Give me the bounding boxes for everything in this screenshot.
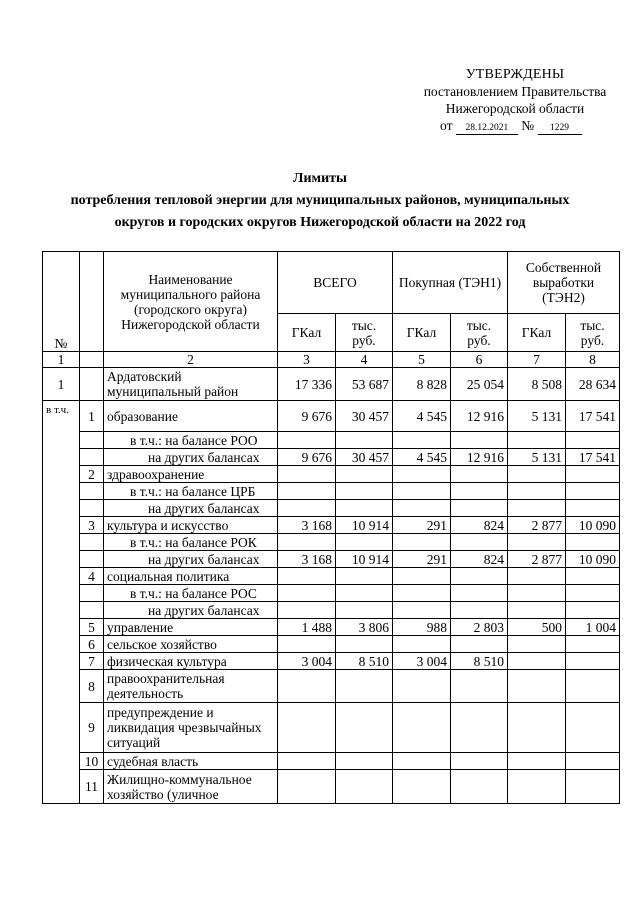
sector-value [508, 585, 566, 602]
sector-value: 17 541 [566, 449, 620, 466]
date-prefix: от [440, 118, 453, 133]
sector-value [278, 602, 336, 619]
sector-value [566, 636, 620, 653]
table-row [43, 703, 620, 753]
sector-value [278, 670, 336, 703]
table-row [43, 568, 620, 585]
head-empty [80, 252, 104, 352]
sector-value: 4 545 [393, 401, 451, 432]
sector-value [508, 534, 566, 551]
sector-name: Жилищно-коммунальное хозяйство (уличное [104, 770, 278, 804]
sector-value [508, 653, 566, 670]
sector-value [451, 534, 508, 551]
sector-value: 3 004 [393, 653, 451, 670]
unit-gcal-bought: ГКал [393, 314, 451, 352]
district-value: 28 634 [566, 368, 620, 401]
district-name: Ардатовский муниципальный район [104, 368, 278, 401]
colnum-7: 7 [508, 352, 566, 368]
sector-name: в т.ч.: на балансе РОС [104, 585, 278, 602]
sector-value [508, 636, 566, 653]
head-own: Собственной выработки (ТЭН2) [508, 252, 620, 314]
title-line-3: округов и городских округов Нижегородской области на 2022 год [114, 215, 526, 230]
sector-value: 12 916 [451, 401, 508, 432]
sector-value [278, 703, 336, 753]
sector-value [508, 500, 566, 517]
sector-value [508, 466, 566, 483]
sector-value: 988 [393, 619, 451, 636]
sector-value: 2 803 [451, 619, 508, 636]
sector-value: 3 806 [336, 619, 393, 636]
sector-value: 8 510 [336, 653, 393, 670]
approval-date-line [400, 117, 630, 135]
sector-value [393, 703, 451, 753]
sector-number: 3 [80, 517, 104, 534]
sector-value [393, 534, 451, 551]
sector-value [393, 483, 451, 500]
colnum-5: 5 [393, 352, 451, 368]
table-row [43, 483, 620, 500]
table-row [43, 670, 620, 703]
district-value: 8 508 [508, 368, 566, 401]
approval-heading: УТВЕРЖДЕНЫ [465, 67, 565, 82]
header-row-1 [43, 252, 620, 314]
colnum-2: 2 [104, 352, 278, 368]
approval-number: 1229 [538, 123, 582, 135]
sector-value: 12 916 [451, 449, 508, 466]
sector-value [393, 670, 451, 703]
sector-value [278, 770, 336, 804]
sector-value: 5 131 [508, 449, 566, 466]
sector-value [451, 703, 508, 753]
sector-value [451, 432, 508, 449]
sector-name: на других балансах [104, 449, 278, 466]
limits-table [42, 251, 620, 804]
document-title [0, 168, 640, 234]
sector-value: 824 [451, 551, 508, 568]
sector-name: предупреждение и ликвидация чрезвычайных ситуаций [104, 703, 278, 753]
sector-value [336, 568, 393, 585]
district-value: 8 828 [393, 368, 451, 401]
unit-rub-total: тыс. руб. [336, 314, 393, 352]
sector-number [80, 551, 104, 568]
sector-value [566, 753, 620, 770]
colnum-empty [80, 352, 104, 368]
sector-value: 3 168 [278, 551, 336, 568]
sector-number: 4 [80, 568, 104, 585]
sector-value [278, 534, 336, 551]
sector-value [451, 500, 508, 517]
sector-value [451, 753, 508, 770]
sector-value [566, 585, 620, 602]
sector-number [80, 534, 104, 551]
sector-value [393, 466, 451, 483]
table-row [43, 585, 620, 602]
sector-number [80, 500, 104, 517]
head-bought: Покупная (ТЭН1) [393, 252, 508, 314]
sector-value: 10 090 [566, 551, 620, 568]
sector-value [278, 636, 336, 653]
sector-value [393, 432, 451, 449]
column-number-row [43, 352, 620, 368]
sector-value [278, 753, 336, 770]
table-row [43, 653, 620, 670]
sector-value: 1 004 [566, 619, 620, 636]
colnum-6: 6 [451, 352, 508, 368]
sector-name: управление [104, 619, 278, 636]
approval-line-2: Нижегородской области [445, 101, 585, 116]
sector-number [80, 449, 104, 466]
sector-value [278, 500, 336, 517]
approval-line-1: постановлением Правительства [423, 84, 607, 99]
sector-number: 9 [80, 703, 104, 753]
sector-value: 3 168 [278, 517, 336, 534]
sector-number: 6 [80, 636, 104, 653]
district-number: 1 [43, 368, 80, 401]
sector-value [393, 585, 451, 602]
sector-value [336, 602, 393, 619]
district-value: 53 687 [336, 368, 393, 401]
sector-value [566, 670, 620, 703]
approval-date: 28.12.2021 [456, 123, 518, 135]
sector-name: на других балансах [104, 500, 278, 517]
sector-value [278, 568, 336, 585]
sector-value [451, 568, 508, 585]
sector-value: 1 488 [278, 619, 336, 636]
sector-value [451, 770, 508, 804]
sector-name: на других балансах [104, 602, 278, 619]
table-row [43, 551, 620, 568]
sector-name: образование [104, 401, 278, 432]
colnum-3: 3 [278, 352, 336, 368]
sector-name: в т.ч.: на балансе РОК [104, 534, 278, 551]
sector-value [508, 483, 566, 500]
sector-value [566, 534, 620, 551]
sector-value [451, 670, 508, 703]
sector-name: культура и искусство [104, 517, 278, 534]
sector-value [278, 466, 336, 483]
sector-value: 2 877 [508, 551, 566, 568]
unit-gcal-total: ГКал [278, 314, 336, 352]
title-line-2: потребления тепловой энергии для муниципальных районов, муниципальных [70, 193, 570, 208]
sector-value [393, 636, 451, 653]
sector-value: 10 914 [336, 551, 393, 568]
sector-value [393, 568, 451, 585]
sector-number [80, 432, 104, 449]
sector-value: 824 [451, 517, 508, 534]
head-num: № [43, 252, 80, 352]
sector-value [566, 770, 620, 804]
sector-value: 8 510 [451, 653, 508, 670]
sector-value: 30 457 [336, 449, 393, 466]
sector-value: 17 541 [566, 401, 620, 432]
district-row-ardatov [43, 368, 620, 401]
district-value: 25 054 [451, 368, 508, 401]
sector-value [566, 703, 620, 753]
colnum-1: 1 [43, 352, 80, 368]
sector-value [508, 670, 566, 703]
sector-value: 500 [508, 619, 566, 636]
sector-value [336, 534, 393, 551]
sector-value [508, 602, 566, 619]
sector-number: 2 [80, 466, 104, 483]
sector-name: на других балансах [104, 551, 278, 568]
sector-value [336, 466, 393, 483]
sector-name: в т.ч.: на балансе РОО [104, 432, 278, 449]
table-row [43, 466, 620, 483]
sector-value: 4 545 [393, 449, 451, 466]
sector-number: 7 [80, 653, 104, 670]
sector-name: сельское хозяйство [104, 636, 278, 653]
sector-value: 3 004 [278, 653, 336, 670]
sector-number [80, 602, 104, 619]
sector-value: 10 090 [566, 517, 620, 534]
sector-number [80, 483, 104, 500]
sector-value: 10 914 [336, 517, 393, 534]
colnum-8: 8 [566, 352, 620, 368]
sector-name: здравоохранение [104, 466, 278, 483]
sector-value: 291 [393, 517, 451, 534]
table-row [43, 401, 620, 432]
sector-value [336, 703, 393, 753]
sector-value [451, 585, 508, 602]
unit-rub-own: тыс. руб. [566, 314, 620, 352]
sector-name: судебная власть [104, 753, 278, 770]
sector-value: 2 877 [508, 517, 566, 534]
sector-value: 5 131 [508, 401, 566, 432]
sector-value [508, 770, 566, 804]
sector-value [336, 432, 393, 449]
table-row [43, 770, 620, 804]
head-total: ВСЕГО [278, 252, 393, 314]
table-row [43, 602, 620, 619]
table-row [43, 534, 620, 551]
district-empty [80, 368, 104, 401]
sector-value [566, 653, 620, 670]
sector-value [336, 770, 393, 804]
table-row [43, 753, 620, 770]
sector-value: 30 457 [336, 401, 393, 432]
approval-block [400, 66, 630, 135]
district-value: 17 336 [278, 368, 336, 401]
sector-name: в т.ч.: на балансе ЦРБ [104, 483, 278, 500]
sector-value [451, 466, 508, 483]
unit-gcal-own: ГКал [508, 314, 566, 352]
sector-name: правоохранительная деятельность [104, 670, 278, 703]
sector-value [451, 602, 508, 619]
sector-number: 10 [80, 753, 104, 770]
table-row [43, 432, 620, 449]
sector-value [393, 602, 451, 619]
sector-number: 5 [80, 619, 104, 636]
sector-value [336, 483, 393, 500]
sector-value [566, 602, 620, 619]
sector-name: социальная политика [104, 568, 278, 585]
sector-value [566, 568, 620, 585]
sector-value: 9 676 [278, 449, 336, 466]
sector-value: 291 [393, 551, 451, 568]
sector-value [278, 483, 336, 500]
sector-value [566, 483, 620, 500]
table-row [43, 449, 620, 466]
sector-number: 1 [80, 401, 104, 432]
table-row [43, 619, 620, 636]
sector-name: физическая культура [104, 653, 278, 670]
table-row [43, 517, 620, 534]
sector-value [508, 753, 566, 770]
sector-value [278, 585, 336, 602]
colnum-4: 4 [336, 352, 393, 368]
sector-value [336, 753, 393, 770]
table-row [43, 636, 620, 653]
sector-number: 11 [80, 770, 104, 804]
sector-value [393, 770, 451, 804]
sector-value [451, 636, 508, 653]
title-line-1: Лимиты [293, 171, 347, 186]
sector-value [508, 703, 566, 753]
sector-value [566, 466, 620, 483]
sector-value [336, 500, 393, 517]
sector-value [451, 483, 508, 500]
sector-value [508, 432, 566, 449]
sector-value [393, 753, 451, 770]
sector-value [336, 636, 393, 653]
sector-value [566, 500, 620, 517]
number-prefix: № [521, 118, 535, 133]
sector-value [566, 432, 620, 449]
sector-value: 9 676 [278, 401, 336, 432]
including-label: в т.ч. [43, 401, 80, 804]
unit-rub-bought: тыс. руб. [451, 314, 508, 352]
sector-value [508, 568, 566, 585]
sector-value [336, 670, 393, 703]
sector-value [278, 432, 336, 449]
sector-value [336, 585, 393, 602]
sector-value [393, 500, 451, 517]
head-name: Наименование муниципального района (городского округа) Нижегородской области [104, 252, 278, 352]
sector-number [80, 585, 104, 602]
sector-number: 8 [80, 670, 104, 703]
table-row [43, 500, 620, 517]
